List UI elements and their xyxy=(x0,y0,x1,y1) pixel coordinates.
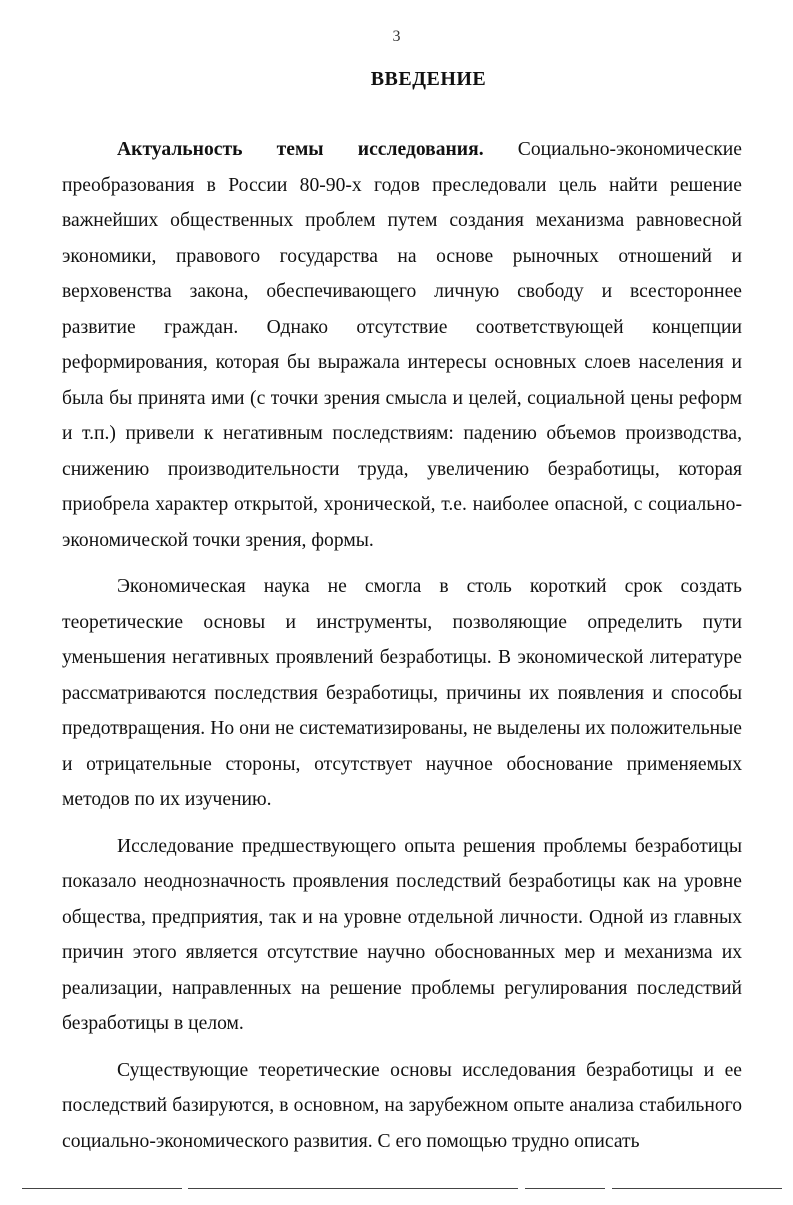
paragraph-lead: Актуальность темы исследования. xyxy=(117,139,484,160)
paragraph-economic-science: Экономическая наука не смогла в столь короткий срок создать теоретические основы и инструменты, позволяющие определить пути уменьшения негативных проявлений безработицы. В экономической литературе рассматриваются последствия безработицы, причины их появления и способы предотвращения. Но они не систематизированы, не выделены их положительные и отрицательные стороны, отсутствует научное обоснование применяемых методов по их изучению. xyxy=(62,576,742,810)
scan-edge-line xyxy=(188,1188,518,1189)
body-text xyxy=(62,132,742,1170)
scan-edge-line xyxy=(612,1188,782,1189)
section-heading: ВВЕДЕНИЕ xyxy=(370,68,487,90)
paragraph-theoretical-basis: Существующие теоретические основы исследования безработицы и ее последствий базируются, в основном, на зарубежном опыте анализа стабильного социально-экономического развития. С его помощью трудно описать xyxy=(62,1059,742,1152)
paragraph-text: Социально-экономические преобразования в России 80-90-х годов преследовали цель найти решение важнейших общественных проблем путем создания механизма равновесной экономики, правового государства на основе рыночных отношений и верховенства закона, обеспечивающего личную свободу и всестороннее развитие граждан. Однако отсутствие соответствующей концепции реформирования, которая бы выражала интересы основных слоев населения и была бы принята ими (с точки зрения смысла и целей, социальной цены реформ и т.п.) привели к негативным последствиям: падению объемов производства, снижению производительности труда, увеличению безработицы, которая приобрела характер открытой, хронической, т.е. наиболее опасной, с социально-экономической точки зрения, формы. xyxy=(62,139,742,551)
scan-edge-line xyxy=(525,1188,605,1189)
scan-edge-line xyxy=(22,1188,182,1189)
paragraph-relevance xyxy=(62,132,742,558)
page-number: 3 xyxy=(392,28,401,45)
paragraph-prior-research: Исследование предшествующего опыта решения проблемы безработицы показало неоднозначность проявления последствий безработицы как на уровне общества, предприятия, так и на уровне отдельной личности. Одной из главных причин этого является отсутствие научно обоснованных мер и механизма их реализации, направленных на решение проблемы регулирования последствий безработицы в целом. xyxy=(62,835,742,1034)
